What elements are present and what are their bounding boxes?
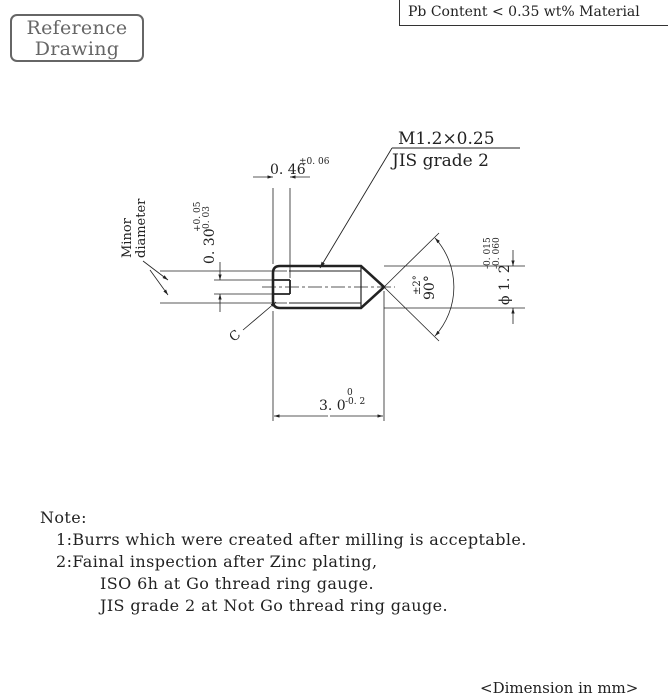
note-item-1: 1:Burrs which were created after milling is acceptable.: [56, 530, 527, 549]
slot-depth-tol-upper: +0. 05: [193, 201, 203, 232]
length-tol-lower: -0. 2: [345, 397, 366, 407]
length-text: 3. 0: [319, 398, 346, 414]
diameter-tol-upper: -0. 015: [483, 237, 493, 269]
minor-diameter-label: [120, 198, 149, 258]
length-tol-upper: 0: [347, 388, 353, 398]
dimension-unit-note: <Dimension in mm>: [480, 679, 639, 697]
slot-depth-label: [202, 228, 218, 264]
thread-grade-text: JIS grade 2: [392, 151, 489, 171]
notes-block: [40, 507, 527, 617]
screw-outline: [262, 266, 395, 308]
minor-label-line2: diameter: [134, 198, 149, 258]
slot-width-text: 0. 46: [270, 162, 306, 178]
slot-width-tolerance: ±0. 06: [299, 157, 330, 167]
note-item-2-line-3: JIS grade 2 at Not Go thread ring gauge.: [100, 596, 448, 615]
point-angle-tol-label: [412, 275, 423, 295]
slot-width-dimension: [253, 177, 310, 278]
note-item-2: 2:Fainal inspection after Zinc plating,: [56, 552, 378, 571]
diameter-tolerance: [483, 237, 502, 269]
reference-stamp-line2: Drawing: [34, 38, 120, 60]
material-note-box: Pb Content < 0.35 wt% Material: [399, 0, 668, 26]
thread-spec-text: M1.2×0.25: [398, 129, 495, 149]
notes-title: Note:: [40, 508, 87, 527]
diameter-label: [497, 264, 513, 305]
slot-depth-tol-lower: -0. 03: [202, 206, 212, 232]
chamfer-leader: [243, 302, 276, 330]
chamfer-label: C: [226, 327, 244, 346]
point-angle-text: 90°: [422, 275, 438, 300]
reference-stamp-line1: Reference: [26, 17, 128, 39]
minor-diameter-leader: [143, 261, 168, 295]
note-item-2-line-2: ISO 6h at Go thread ring gauge.: [100, 574, 375, 593]
slot-depth-text: 0. 30: [202, 228, 218, 264]
point-angle-label: [422, 275, 438, 300]
minor-label-line1: Minor: [120, 218, 135, 258]
diameter-tol-lower: -0. 060: [492, 237, 502, 269]
point-angle-tolerance: ±2°: [412, 275, 423, 295]
diameter-text: ϕ 1. 2: [497, 264, 513, 305]
slot-depth-tolerance: [193, 201, 212, 232]
